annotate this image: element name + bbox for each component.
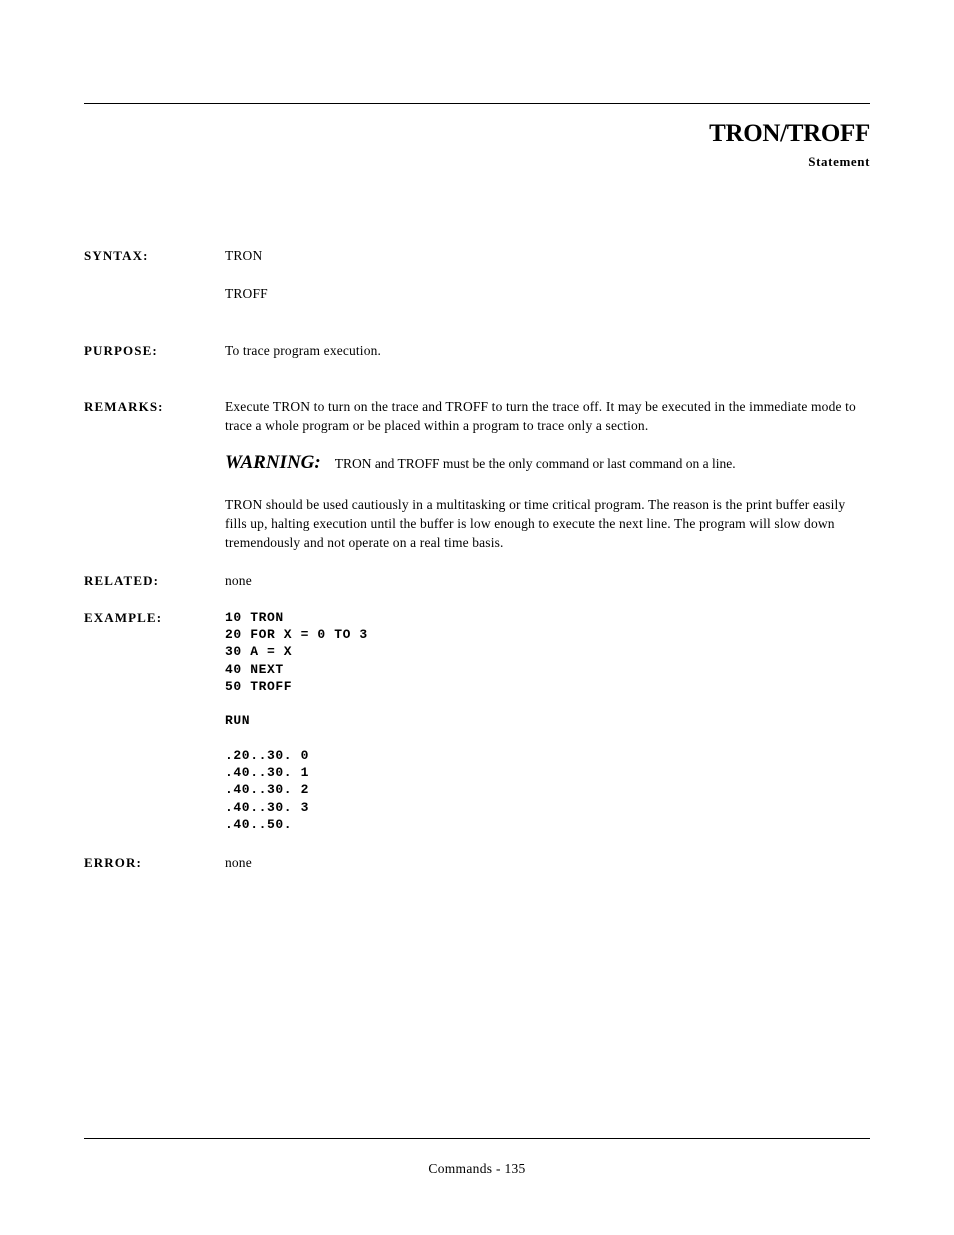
bottom-rule <box>84 1138 870 1139</box>
syntax-line-tron: TRON <box>225 248 263 263</box>
remarks-label: REMARKS: <box>84 399 164 414</box>
page-title: TRON/TROFF <box>709 120 870 147</box>
purpose-label: PURPOSE: <box>84 343 158 358</box>
error-label: ERROR: <box>84 855 142 870</box>
warning-text: TRON and TROFF must be the only command or last command on a line. <box>334 456 736 471</box>
remarks-paragraph-2: TRON should be used cautiously in a multitasking or time critical program. The reason is the print buffer easily fills up, halting execution until the buffer is low enough to execute the next line. The program will slow down tremendously and not operate on a real time basis. <box>225 497 846 550</box>
syntax-line-troff: TROFF <box>225 286 268 301</box>
warning-label: WARNING: <box>225 452 321 473</box>
warning-row <box>225 452 736 474</box>
page-subtitle: Statement <box>808 154 870 169</box>
page-footer: Commands - 135 <box>428 1161 526 1176</box>
related-text: none <box>225 573 252 588</box>
related-label: RELATED: <box>84 573 160 588</box>
example-run-command: RUN <box>225 713 251 728</box>
syntax-label: SYNTAX: <box>84 248 149 263</box>
example-label: EXAMPLE: <box>84 610 163 625</box>
example-output: .20..30. 0 .40..30. 1 .40..30. 2 .40..30. 3 .40..50. <box>225 748 310 832</box>
purpose-text: To trace program execution. <box>225 343 382 358</box>
remarks-paragraph-1: Execute TRON to turn on the trace and TROFF to turn the trace off. It may be executed in the immediate mode to trace a whole program or be placed within a program to trace only a section. <box>225 399 856 433</box>
error-text: none <box>225 855 252 870</box>
example-program: 10 TRON 20 FOR X = 0 TO 3 30 A = X 40 NEXT 50 TROFF <box>225 610 368 694</box>
top-rule <box>84 103 870 104</box>
